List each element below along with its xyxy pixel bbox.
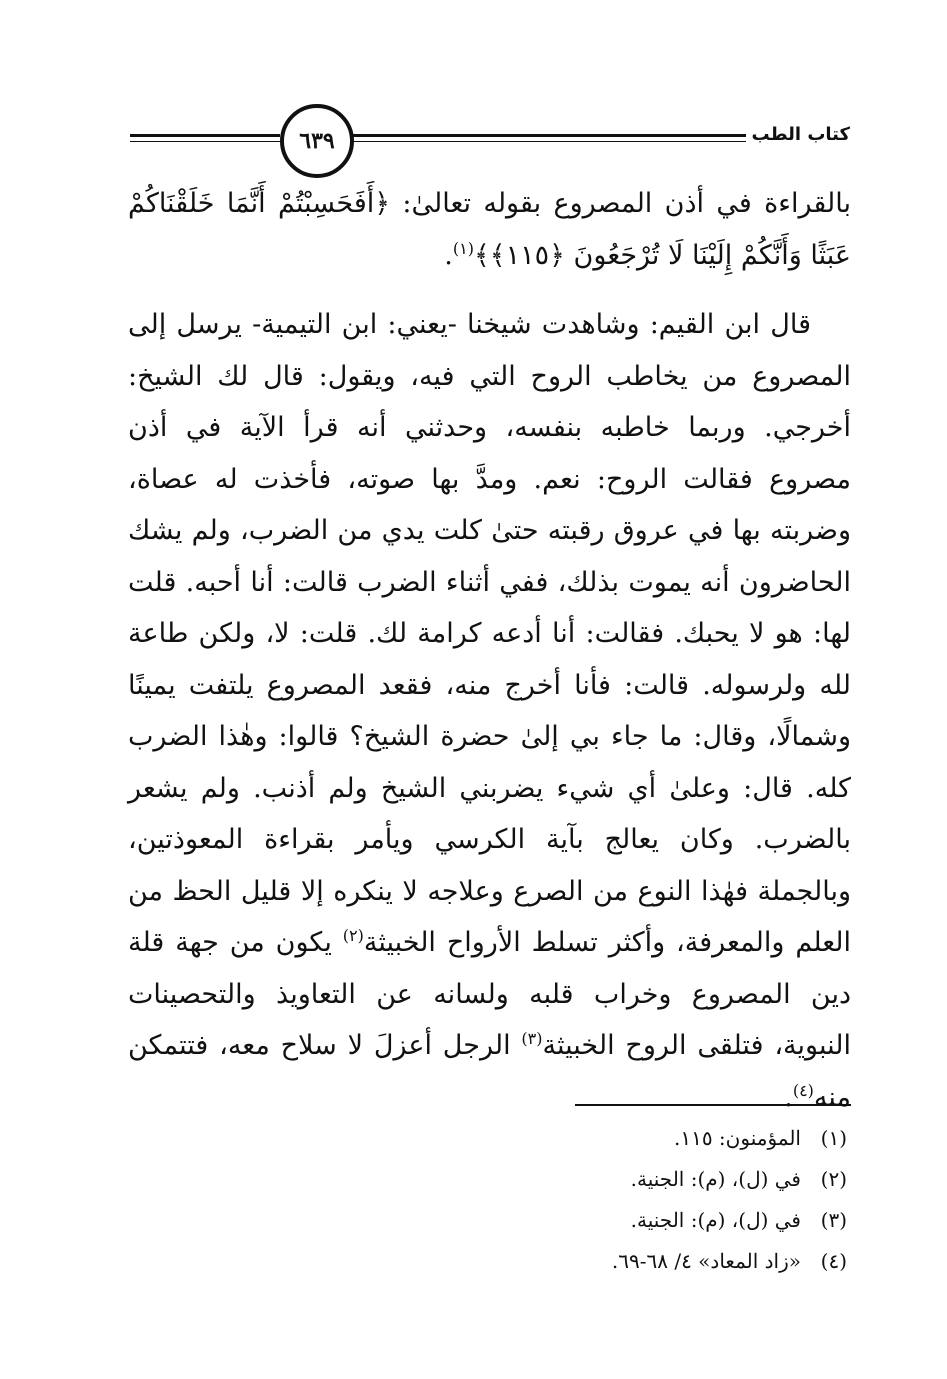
text: بالقراءة في أذن المصروع بقوله تعالىٰ: (390, 188, 851, 219)
footnote-ref[interactable]: (٤) (792, 1080, 814, 1100)
text: قال ابن القيم: وشاهدت شيخنا -يعني: ابن التيمية- يرسل إلى المصروع من يخاطب الروح التي فيه، ويقول: قال لك الشيخ: أخرجي. وربما خاطبه بنفسه، وحدثني أنه قرأ الآية في أذن مصروع فقالت الروح: نعم. ومدَّ بها صوته، فأخذت له عصاة، وضربته بها في عروق رقبته حتىٰ كلت يدي من الضرب، ولم يشك الحاضرون أنه يموت بذلك، ففي أثناء الضرب قالت: أنا أحبه. قلت لها: هو لا يحبك. فقالت: أنا أدعه كرامة لك. قلت: لا، ولكن طاعة لله ولرسوله. قالت: فأنا أخرج منه، فقعد المصروع يلتفت يمينًا وشمالًا، وقال: ما جاء بي إلىٰ حضرة الشيخ؟ قالوا: وهٰذا الضرب كله. قال: وعلىٰ أي شيء يضربني الشيخ ولم أذنب. ولم يشعر بالضرب. وكان يعالج بآية الكرسي ويأمر بقراءة المعوذتين، وبالجملة فهٰذا النوع من الصرع وعلاجه لا ينكره إلا قليل الحظ من العلم والمعرفة، وأكثر تسلط الأرواح الخبيثة (128, 309, 852, 958)
footnote-ref[interactable]: (١) (452, 238, 474, 258)
footnote-text: في (ل)، (م): الجنية. (630, 1208, 801, 1232)
header-rule (130, 134, 280, 137)
footnote (347, 1159, 847, 1200)
footnote-number: (٣) (820, 1208, 847, 1232)
footnote-text: المؤمنون: ١١٥. (673, 1126, 801, 1150)
text: . (784, 1081, 793, 1113)
text: . (444, 239, 453, 271)
header-rule-thin (130, 141, 280, 142)
footnote (347, 1118, 847, 1159)
footnote (347, 1241, 847, 1282)
paragraph (128, 299, 851, 1123)
main-text (128, 178, 851, 1123)
footnote-text: في (ل)، (م): الجنية. (630, 1167, 801, 1191)
footnote-number: (٤) (820, 1249, 847, 1273)
footnote-separator (575, 1104, 851, 1106)
paragraph (128, 178, 851, 281)
footnote-text: «زاد المعاد» ٤/ ٦٨-٦٩. (611, 1249, 801, 1273)
quran-verse: ﴿أَفَحَسِبْتُمْ أَنَّمَا خَلَقْنَاكُمْ عَبَثًا وَأَنَّكُمْ إِلَيْنَا لَا تُرْجَعُونَ ﴿١١٥﴾﴾ (128, 188, 851, 271)
page-number: ٦٣٩ (280, 104, 354, 178)
text: يكون من جهة قلة دين المصروع وخراب قلبه ولسانه عن التعاويذ والتحصينات النبوية، فتلقى الروح الخبيثة (128, 927, 851, 1061)
footnote (347, 1200, 847, 1241)
book-title: كتاب الطب (746, 124, 850, 145)
footnote-ref[interactable]: (٣) (521, 1029, 543, 1048)
footnote-number: (١) (820, 1126, 847, 1150)
text: الرجل أعزلَ لا سلاح معه، فتتمكن منه (128, 1030, 851, 1113)
footnote-number: (٢) (820, 1167, 847, 1191)
footnotes (347, 1118, 847, 1282)
footnote-ref[interactable]: (٢) (342, 926, 364, 945)
page-header (120, 96, 850, 186)
